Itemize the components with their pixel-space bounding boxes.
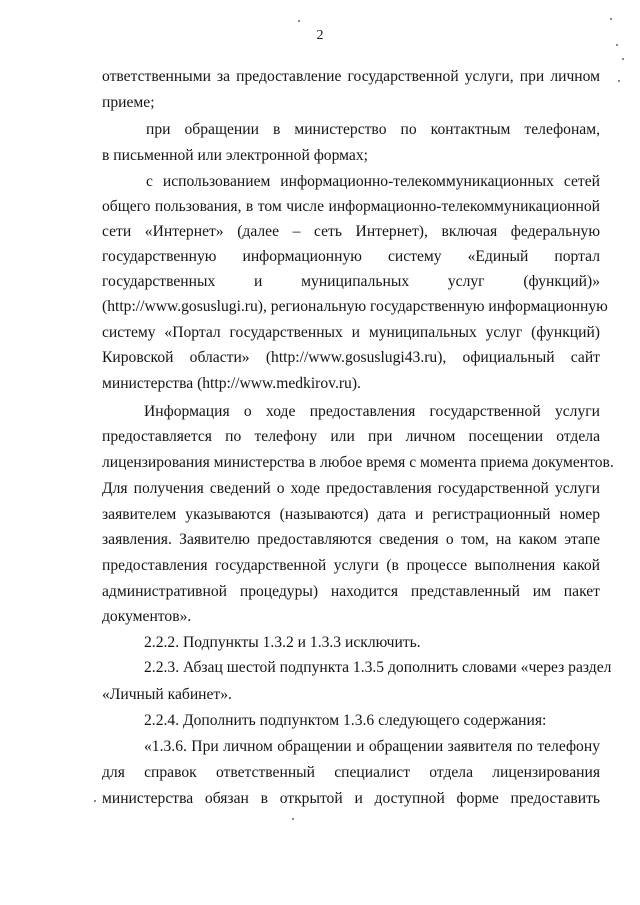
scan-speck	[610, 18, 612, 20]
text-line: «1.3.6. При личном обращении и обращении заявителя по телефону	[144, 738, 600, 755]
text-line: ответственными за предоставление государственной услуги, при личном	[102, 68, 600, 85]
scan-speck	[298, 20, 300, 22]
text-line: министерства (http://www.medkirov.ru).	[102, 375, 361, 392]
text-line: для справок ответственный специалист отдела лицензирования	[102, 764, 600, 781]
text-line: при обращении в министерство по контактным телефонам,	[146, 121, 600, 138]
scan-speck	[94, 800, 96, 802]
text-line: министерства обязан в открытой и доступной форме предоставить	[102, 790, 600, 807]
text-line: предоставляется по телефону или при личном посещении отдела	[102, 428, 600, 445]
text-line: заявления. Заявителю предоставляются сведения о том, на каком этапе	[102, 531, 600, 548]
scan-speck	[616, 44, 618, 46]
text-line: Информация о ходе предоставления государственной услуги	[144, 403, 600, 420]
text-line: с использованием информационно-телекоммуникационных сетей	[146, 173, 600, 190]
text-line: государственную информационную систему «Единый портал	[102, 248, 600, 265]
scan-speck	[622, 58, 624, 60]
text-line: систему «Портал государственных и муниципальных услуг (функций)	[102, 324, 600, 341]
text-line: «Личный кабинет».	[102, 686, 232, 703]
page-number: 2	[316, 28, 324, 43]
text-line: заявителем указываются (называются) дата и регистрационный номер	[102, 506, 600, 523]
text-line: Кировской области» (http://www.gosuslugi43.ru), официальный сайт	[102, 349, 600, 366]
text-line: Для получения сведений о ходе предоставления государственной услуги	[102, 480, 600, 497]
scan-speck	[618, 80, 620, 82]
text-line: общего пользования, в том числе информационно-телекоммуникационной	[102, 198, 600, 215]
text-line: документов».	[102, 608, 192, 625]
text-line: (http://www.gosuslugi.ru), региональную государственную информационную	[102, 298, 608, 315]
text-line: в письменной или электронной формах;	[102, 147, 368, 164]
text-line: государственных и муниципальных услуг (функций)»	[102, 273, 600, 290]
text-line: 2.2.4. Дополнить подпунктом 1.3.6 следующего содержания:	[144, 712, 547, 729]
text-line: 2.2.3. Абзац шестой подпункта 1.3.5 дополнить словами «через раздел	[144, 659, 612, 676]
text-line: приеме;	[102, 94, 155, 111]
scan-speck	[292, 818, 294, 820]
text-line: административной процедуры) находится представленный им пакет	[102, 583, 600, 600]
text-line: 2.2.2. Подпункты 1.3.2 и 1.3.3 исключить.	[144, 634, 421, 651]
text-line: сети «Интернет» (далее – сеть Интернет), включая федеральную	[102, 223, 600, 240]
text-line: предоставления государственной услуги (в процессе выполнения какой	[102, 557, 600, 574]
text-line: лицензирования министерства в любое время с момента приема документов.	[102, 454, 614, 471]
